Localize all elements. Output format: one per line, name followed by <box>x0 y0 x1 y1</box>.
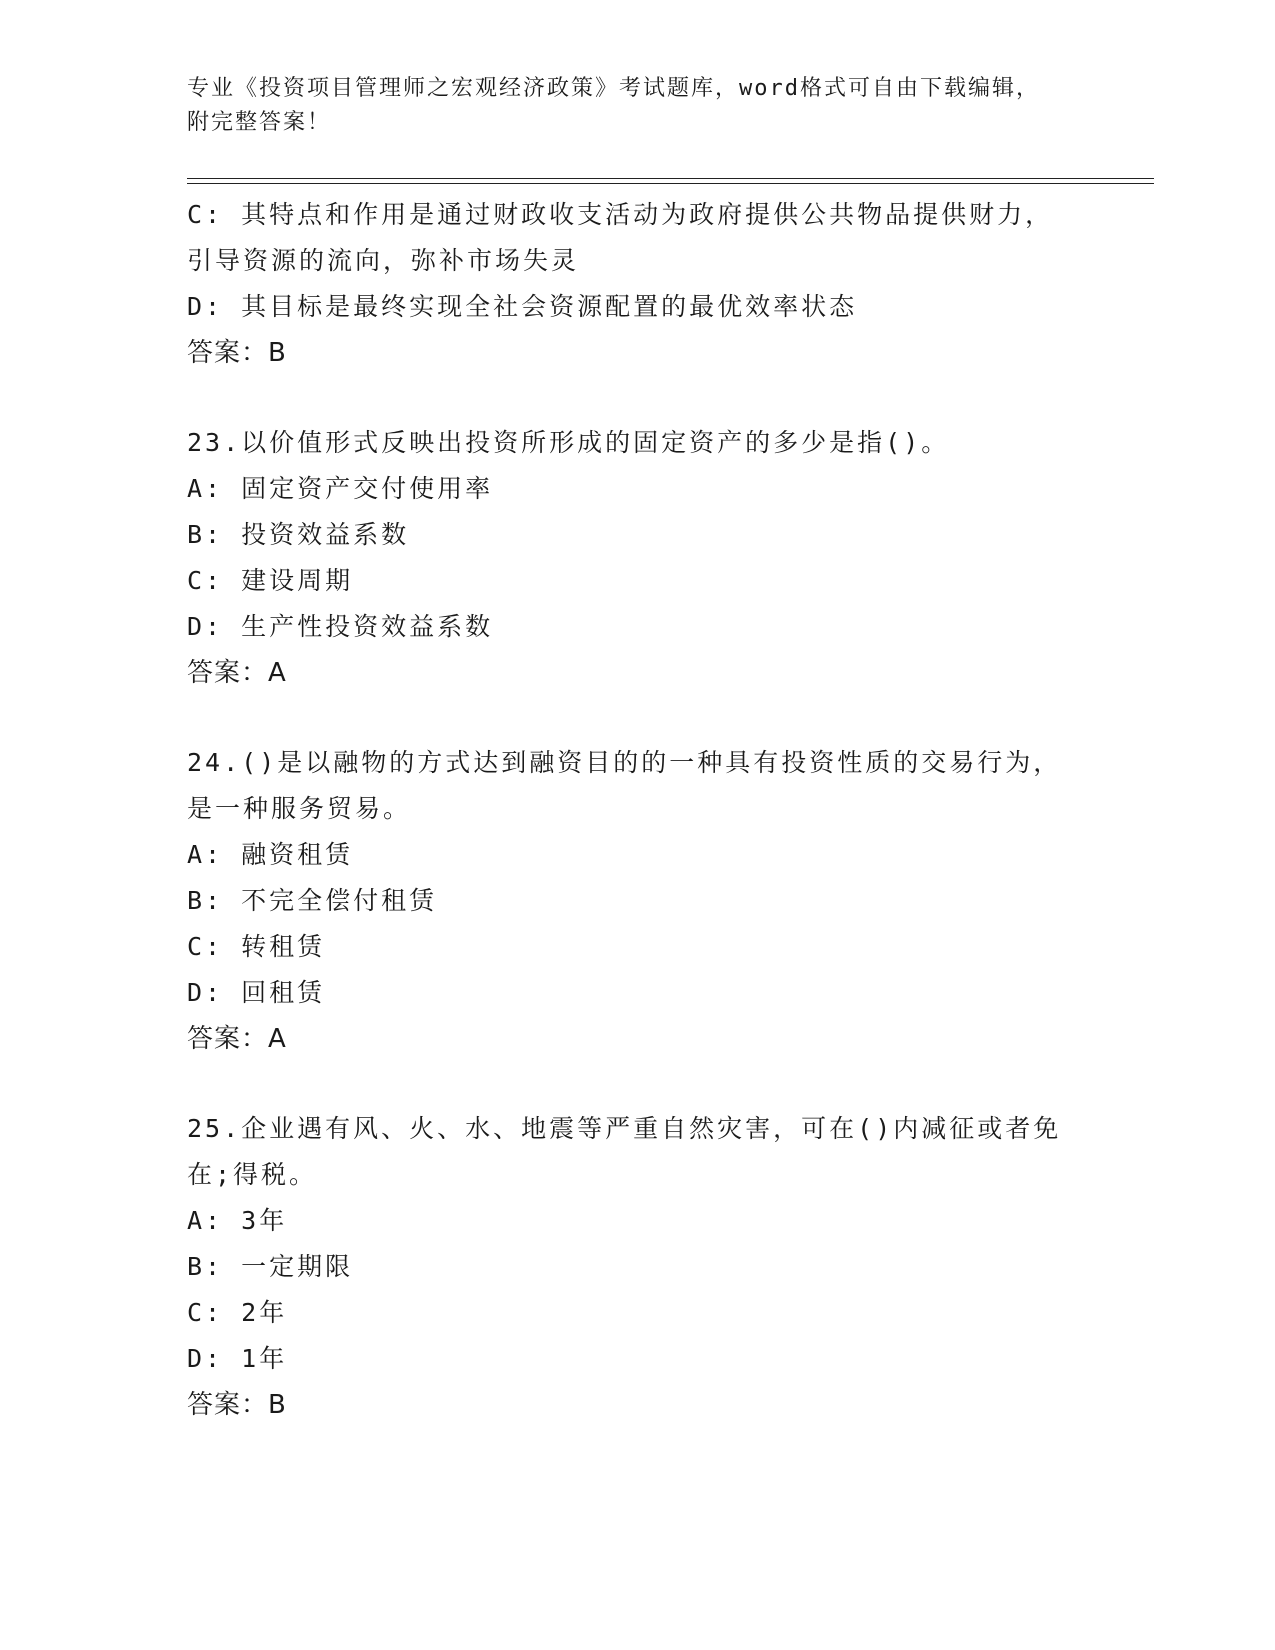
q22-answer: 答案：B <box>187 338 287 368</box>
q25-question-line-2: 在;得税。 <box>187 1160 318 1189</box>
q25-option-a: A: 3年 <box>187 1206 288 1235</box>
q22-option-c-line-2: 引导资源的流向，弥补市场失灵 <box>187 246 580 275</box>
header-line-1: 专业《投资项目管理师之宏观经济政策》考试题库，word格式可自由下载编辑， <box>187 76 1040 101</box>
document-header <box>187 72 1087 140</box>
q24-option-a: A: 融资租赁 <box>187 840 354 869</box>
q23-option-d: D: 生产性投资效益系数 <box>187 612 494 641</box>
q23-question: 23.以价值形式反映出投资所形成的固定资产的多少是指()。 <box>187 428 950 457</box>
q23-option-a: A: 固定资产交付使用率 <box>187 474 494 503</box>
q25-option-b: B: 一定期限 <box>187 1252 354 1281</box>
q23-answer: 答案：A <box>187 658 287 688</box>
header-divider-bottom <box>187 183 1154 184</box>
q22-option-c-line-1: C: 其特点和作用是通过财政收支活动为政府提供公共物品提供财力， <box>187 200 1054 229</box>
question-23-block <box>187 420 1087 696</box>
question-22-block <box>187 192 1087 376</box>
q25-question-line-1: 25.企业遇有风、火、水、地震等严重自然灾害，可在()内减征或者免 <box>187 1114 1062 1143</box>
q25-option-d: D: 1年 <box>187 1344 288 1373</box>
q23-option-c: C: 建设周期 <box>187 566 354 595</box>
spacer <box>187 376 1087 420</box>
q23-option-b: B: 投资效益系数 <box>187 520 410 549</box>
q24-question-line-2: 是一种服务贸易。 <box>187 794 412 823</box>
q25-option-c: C: 2年 <box>187 1298 288 1327</box>
q24-option-d: D: 回租赁 <box>187 978 326 1007</box>
header-divider-top <box>187 178 1154 179</box>
q24-option-b: B: 不完全偿付租赁 <box>187 886 438 915</box>
q25-answer: 答案：B <box>187 1390 287 1420</box>
q24-question-line-1: 24.()是以融物的方式达到融资目的的一种具有投资性质的交易行为， <box>187 748 1062 777</box>
question-list <box>187 192 1087 1428</box>
header-line-2: 附完整答案！ <box>187 110 332 135</box>
q22-option-d: D: 其目标是最终实现全社会资源配置的最优效率状态 <box>187 292 858 321</box>
question-24-block <box>187 740 1087 1062</box>
q24-option-c: C: 转租赁 <box>187 932 326 961</box>
question-25-block <box>187 1106 1087 1428</box>
q24-answer: 答案：A <box>187 1024 287 1054</box>
spacer <box>187 1062 1087 1106</box>
spacer <box>187 696 1087 740</box>
